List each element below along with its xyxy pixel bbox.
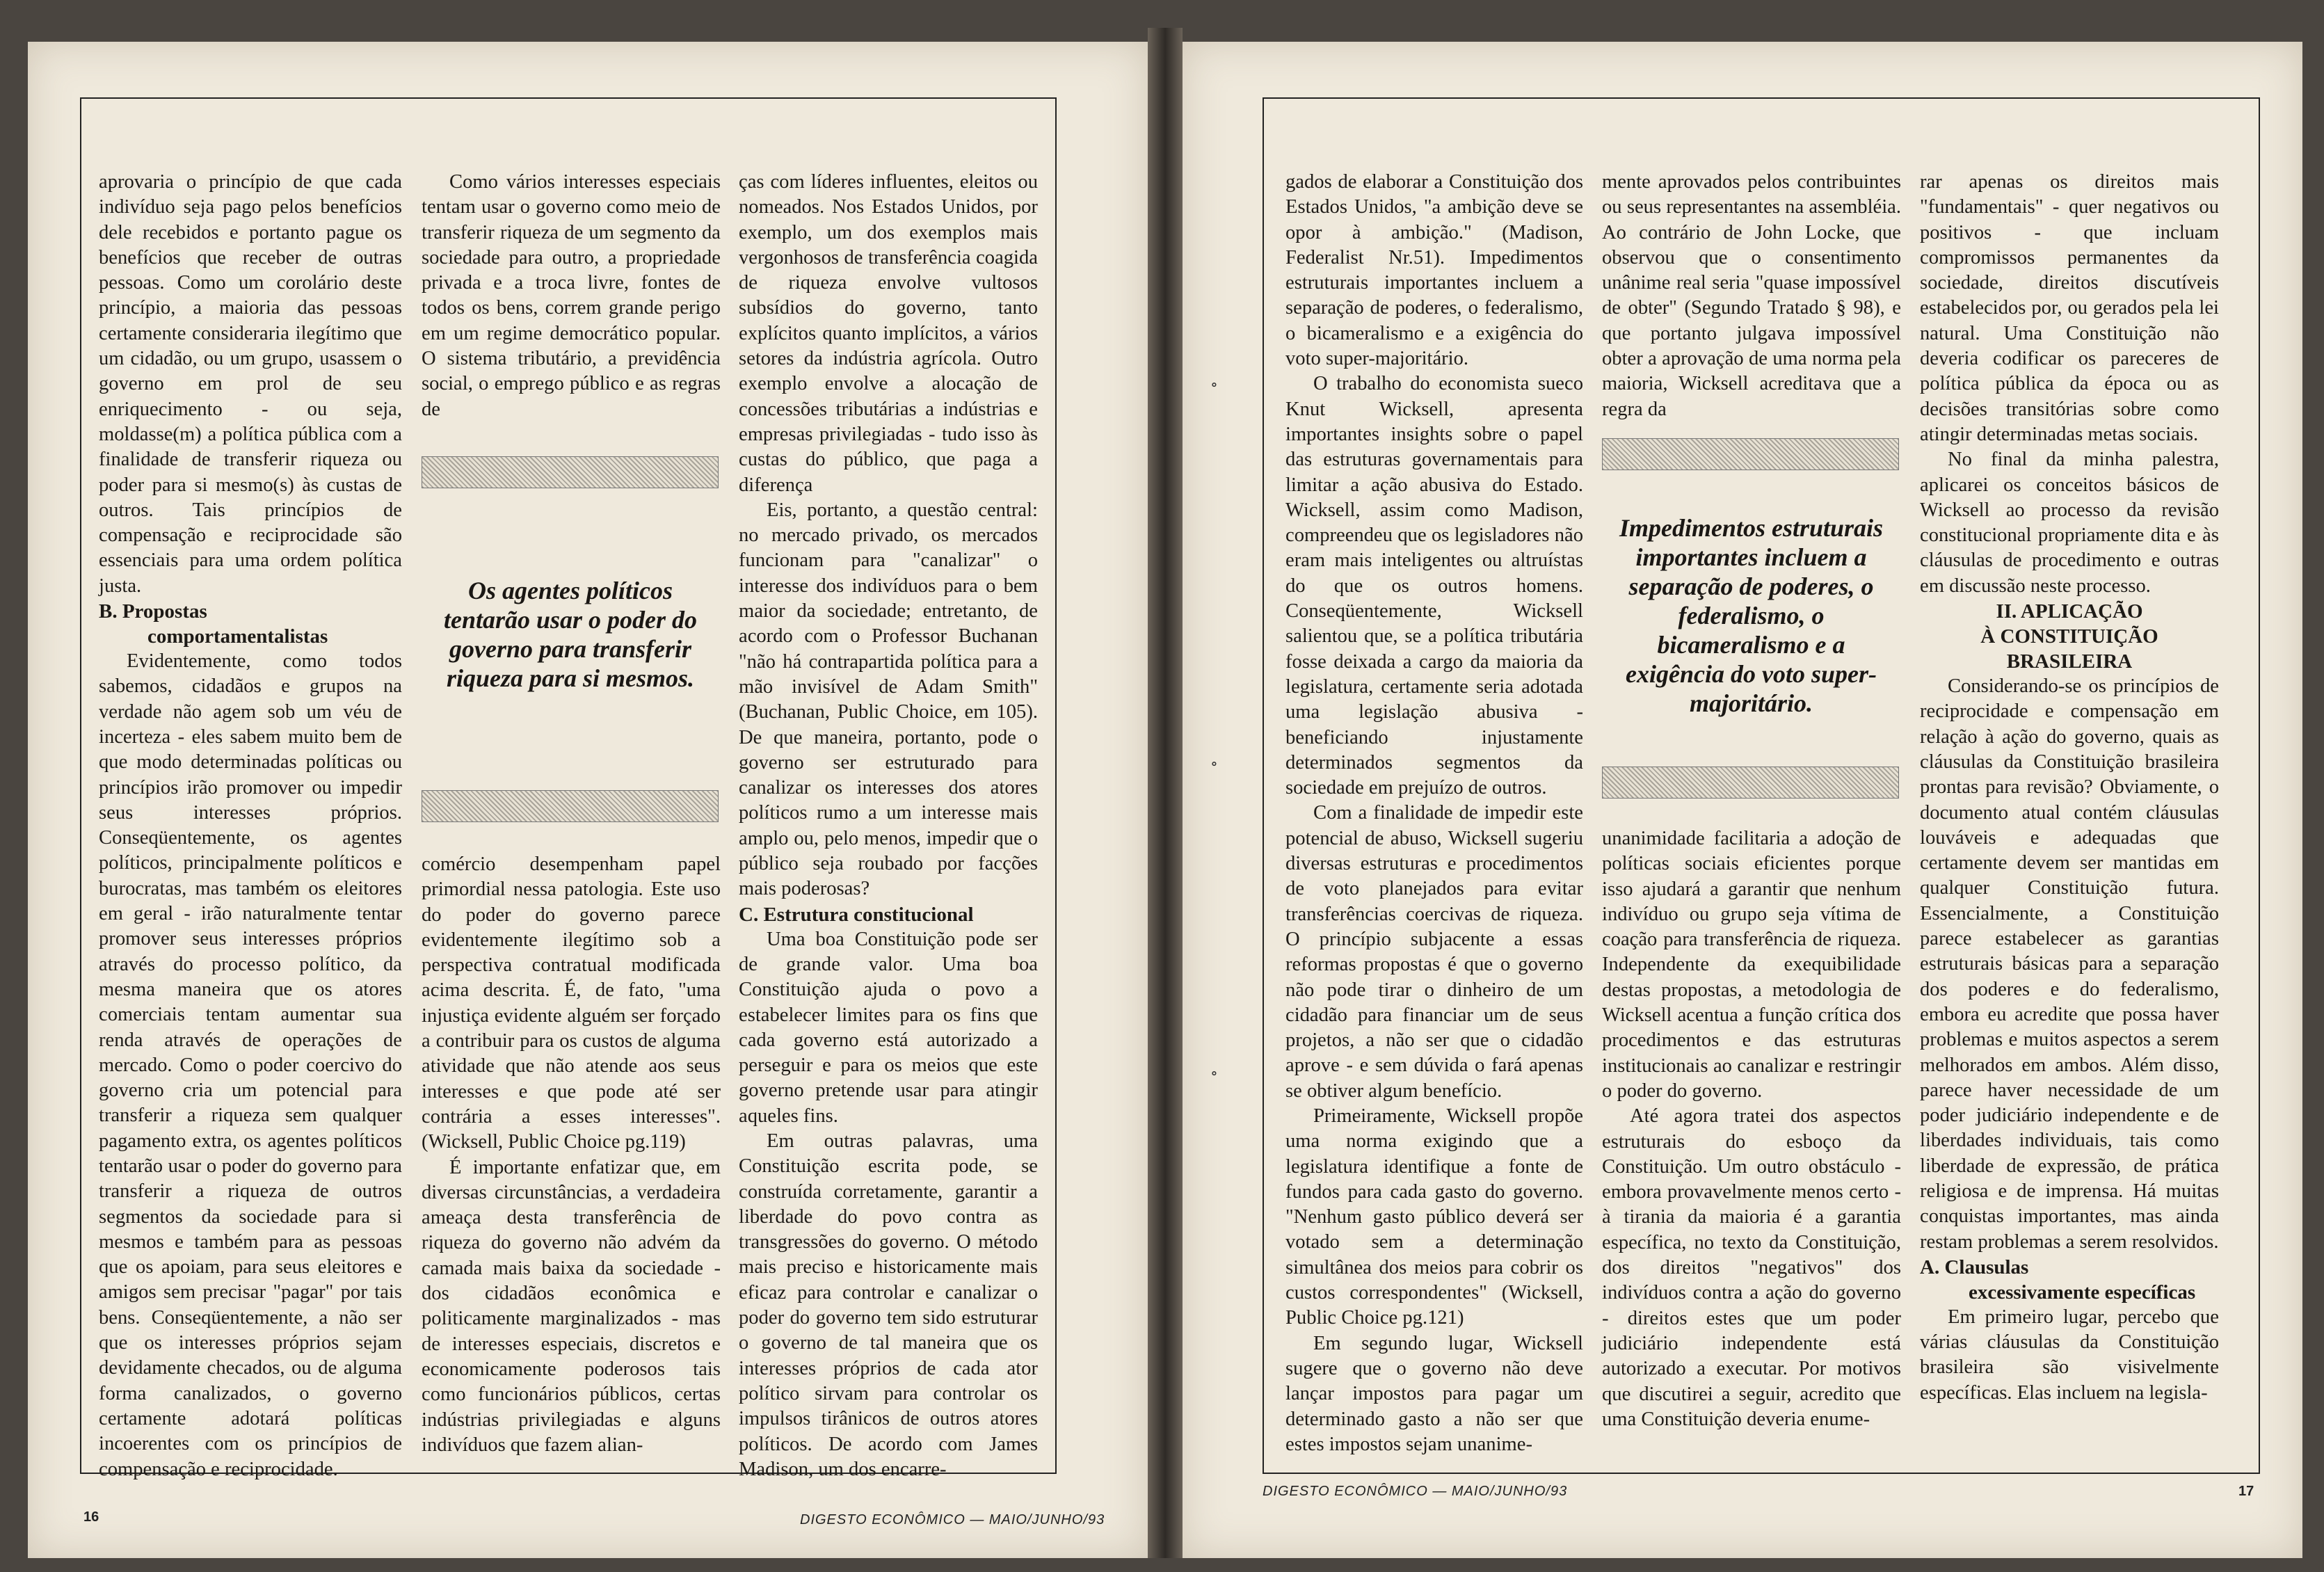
page-number: 16 bbox=[83, 1509, 99, 1525]
paragraph: Até agora tratei dos aspectos estruturais do esboço da Constituição. Um outro obstáculo - embora provavelmente menos certo - à tirania da maioria é a garantia específica, no texto da Constituição, dos direitos "negativos" dos indivíduos contra a ação do governo - direitos estes que um poder judiciário independente está autorizado a executar. Por motivos que discutirei a seguir, acredito que uma Constituição deveria enume- bbox=[1602, 1105, 1901, 1430]
paragraph: Em segundo lugar, Wicksell sugere que o governo não deve lançar impostos para pagar um determinado gasto a não ser que estes impostos sejam unanime- bbox=[1285, 1332, 1583, 1455]
left-page-column-1 bbox=[99, 170, 402, 1482]
pullquote-rule-top bbox=[1602, 438, 1899, 470]
paragraph: Primeiramente, Wicksell propõe uma norma exigindo que a legislatura identifique a fonte de fundos para cada gasto do governo. "Nenhum gasto público deverá ser votado sem a determinação simultânea dos meios para cobrir os custos correspondentes" (Wicksell, Public Choice pg.121) bbox=[1285, 1105, 1583, 1329]
paragraph: mente aprovados pelos contribuintes ou seus representantes na assembléia. Ao contrário de John Locke, que observou que o consentimento unânime real seria "quase impossível de obter" (Segundo Tratado § 98), e que portanto julgava impossível obter a aprovação de uma norma pela maioria, Wicksell acreditava que a regra da bbox=[1602, 171, 1901, 420]
paragraph: Evidentemente, como todos sabemos, cidadãos e grupos na verdade não agem sob um véu de incerteza - eles sabem muito bem de que modo determinadas políticas ou princípios irão promover ou impedir seus interesses próprios. Conseqüentemente, os agentes políticos, principalmente políticos e burocratas, mas também os eleitores em geral - irão naturalmente tentar promover seus interesses próprios através do processo político, da mesma maneira que os atores comerciais tentam aumentar sua renda através de operações de mercado. Como o poder coercivo do governo cria um potencial para transferir a riqueza sem qualquer pagamento extra, os agentes políticos tentarão usar o poder do governo para transferir a riqueza de outros segmentos da sociedade para si mesmos e também para as pessoas que os apoiam, para seus eleitores e amigos sem precisar "pagar" por tais bens. Conseqüentemente, a não ser que os interesses próprios sejam devidamente checados, ou de alguma forma canalizados, o governo certamente adotará políticas incoerentes com os princípios de compensação e reciprocidade. bbox=[99, 650, 402, 1480]
right-page-column-1 bbox=[1285, 170, 1583, 1457]
heading-line: II. APLICAÇÃO bbox=[1996, 600, 2143, 623]
paragraph: Em primeiro lugar, percebo que várias cláusulas da Constituição brasileira são visivelmente específicas. Elas incluem na legisla- bbox=[1920, 1306, 2219, 1404]
left-page-column-2-continued bbox=[422, 852, 721, 1458]
paragraph: Eis, portanto, a questão central: no mercado privado, os mercados funcionam para "canalizar" o interesse dos indivíduos para o bem maior da sociedade; entretanto, de acordo com o Professor Buchanan "não há contrapartida política para a mão invisível de Adam Smith" (Buchanan, Public Choice, em 105). De que maneira, portanto, pode o governo ser estruturado para canalizar os interesses dos atores políticos rumo a um interesse mais amplo ou, pelo menos, impedir que o público seja roubado por facções mais poderosas? bbox=[739, 499, 1038, 900]
margin-mark: ∘ bbox=[1210, 1064, 1218, 1082]
section-heading-b bbox=[99, 599, 402, 649]
paragraph: Como vários interesses especiais tentam usar o governo como meio de transferir riqueza de um segmento da sociedade para outro, a propriedade privada e a troca livre, fontes de todos os bens, correm grande perigo em um regime democrático popular. O sistema tributário, a previdência social, o emprego público e as regras de bbox=[422, 171, 721, 420]
heading-line: BRASILEIRA bbox=[2006, 650, 2133, 673]
paragraph: comércio desempenham papel primordial nessa patologia. Este uso do poder do governo parece evidentemente ilegítimo sob a perspectiva contratual modificada acima descrita. É, de fato, "uma injustiça evidente alguém ser forçado a contribuir para os custos de alguma atividade que não atende aos seus interesses e que pode até ser contrária a esses interesses". (Wicksell, Public Choice pg.119) bbox=[422, 853, 721, 1153]
paragraph: Com a finalidade de impedir este potencial de abuso, Wicksell sugeriu diversas estruturas e procedimentos de voto planejados para evitar transferências coercivas de riqueza. O princípio subjacente a essas reformas propostas é que o governo não pode tirar o dinheiro de um cidadão para financiar um de seus projetos, a não ser que o cidadão aprove - e sem dúvida o fará apenas se obtiver algum benefício. bbox=[1285, 802, 1583, 1102]
paragraph: No final da minha palestra, aplicarei os conceitos básicos de Wicksell ao processo da revisão constitucional propriamente dita e às cláusulas de procedimento e outras em discussão neste processo. bbox=[1920, 449, 2219, 597]
heading-line: À CONSTITUIÇÃO bbox=[1980, 625, 2158, 648]
paragraph: Uma boa Constituição pode ser de grande valor. Uma boa Constituição ajuda o povo a estabelecer limites para os fins que cada governo está autorizado a perseguir e para os meios que este governo pretende usar para atingir aqueles fins. bbox=[739, 928, 1038, 1127]
paragraph: rar apenas os direitos mais "fundamentais" - quer negativos ou positivos - que incluam compromissos permanentes da sociedade, direitos discutíveis estabelecidos por, ou gerados pela lei natural. Uma Constituição não deveria codificar os pareceres de política pública da época ou as decisões transitórias sobre como atingir determinadas metas sociais. bbox=[1920, 171, 2219, 445]
paragraph: Em outras palavras, uma Constituição escrita pode, se construída corretamente, garantir a liberdade do povo contra as transgressões do governo. O método mais preciso e historicamente mais eficaz para controlar e canalizar o poder do governo tem sido estruturar o governo de tal maneira que os interesses próprios de cada ator político sirvam para controlar os impulsos tirânicos de outros atores políticos. De acordo com James Madison, um dos encarre- bbox=[739, 1130, 1038, 1480]
heading-line: B. Propostas bbox=[99, 600, 207, 623]
paragraph: É importante enfatizar que, em diversas circunstâncias, a verdadeira ameaça desta transferência de riqueza do governo não advém da camada mais baixa da sociedade - dos cidadãos econômica e politicamente marginalizados - mas de interesses especiais, discretos e economicamente poderosos tais como funcionários públicos, certas indústrias privilegiadas e alguns indivíduos que fazem alian- bbox=[422, 1156, 721, 1456]
pullquote: Impedimentos estruturais importantes incluem a separação de poderes, o federalismo, o bicameralismo e a exigência do voto super-majoritário. bbox=[1619, 514, 1884, 717]
running-footer: DIGESTO ECONÔMICO — MAIO/JUNHO/93 bbox=[800, 1512, 1105, 1527]
paragraph: Considerando-se os princípios de reciprocidade e compensação em relação à ação do governo, quais as cláusulas da Constituição brasileira prontas para revisão? Obviamente, o documento atual contém cláusulas louváveis e adequadas que certamente devem ser mantidas em qualquer Constituição futura. Essencialmente, a Constituição parece estabelecer as garantias estruturais básicas para a separação dos poderes e do federalismo, embora eu acredite que possa haver problemas e muitos aspectos a serem melhorados em ambos. Além disso, parece haver necessidade de um poder judiciário independente e de liberdades individuais, tais como liberdade de expressão, de prática religiosa e de imprensa. Há muitas conquistas importantes, mas ainda restam problemas a serem resolvidos. bbox=[1920, 675, 2219, 1253]
paragraph: aprovaria o princípio de que cada indivíduo seja pago pelos benefícios dele recebidos e portanto pague os benefícios que receber de outras pessoas. Como um corolário deste princípio, a maioria das pessoas certamente consideraria ilegítimo que um cidadão, ou um grupo, usassem o governo em prol de seu enriquecimento - ou seja, moldasse(m) a política pública com a finalidade de transferir riqueza ou poder para si mesmo(s) às custas de outros. Tais princípios de compensação e reciprocidade são essenciais para uma ordem política justa. bbox=[99, 171, 402, 597]
paragraph: gados de elaborar a Constituição dos Estados Unidos, "a ambição deve se opor à ambição." (Madison, Federalist Nr.51). Impedimentos estruturais importantes incluem a separação de poderes, o federalismo, o bicameralismo e a exigência do voto super-majoritário. bbox=[1285, 171, 1583, 370]
pullquote-rule-bottom bbox=[422, 790, 719, 822]
pullquote-rule-bottom bbox=[1602, 767, 1899, 799]
heading-line: comportamentalistas bbox=[147, 625, 328, 648]
left-page-column-2 bbox=[422, 170, 721, 422]
right-page-column-2-continued bbox=[1602, 826, 1901, 1432]
pullquote-rule-top bbox=[422, 456, 719, 488]
paragraph: ças com líderes influentes, eleitos ou nomeados. Nos Estados Unidos, por exemplo, um dos exemplos mais vergonhosos de transferência coagida de riqueza envolve vultosos subsídios do governo, tanto explícitos quanto implícitos, a vários setores da indústria agrícola. Outro exemplo envolve a alocação de concessões tributárias a indústrias e empresas privilegiadas - tudo isso às custas do público, que paga a diferença bbox=[739, 171, 1038, 496]
heading-line: A. Clausulas bbox=[1920, 1256, 2029, 1278]
book-gutter bbox=[1148, 28, 1183, 1558]
right-page-column-2 bbox=[1602, 170, 1901, 422]
section-heading-c: C. Estrutura constitucional bbox=[739, 903, 974, 926]
heading-line: excessivamente específicas bbox=[1969, 1281, 2196, 1304]
left-page-column-3 bbox=[739, 170, 1038, 1482]
page-number: 17 bbox=[2238, 1484, 2254, 1499]
right-page-column-3 bbox=[1920, 170, 2219, 1406]
section-heading-a bbox=[1920, 1255, 2219, 1305]
pullquote: Os agentes políticos tentarão usar o poder do governo para transferir riqueza para si mesmos. bbox=[443, 577, 698, 692]
paragraph: O trabalho do economista sueco Knut Wicksell, apresenta importantes insights sobre o papel das estruturas governamentais para limitar a ação abusiva do Estado. Wicksell, assim como Madison, compreendeu que os legisladores não eram mais inteligentes ou altruístas do que os outros homens. Conseqüentemente, Wicksell salientou que, se a política tributária fosse deixada a cargo da maioria da legislatura, certamente seria adotada uma legislação abusiva - beneficiando injustamente determinados segmentos da sociedade em prejuízo de outros. bbox=[1285, 373, 1583, 799]
paragraph: unanimidade facilitaria a adoção de políticas sociais eficientes porque isso ajudará a garantir que nenhum indivíduo ou grupo seja vítima de coação para transferência de riqueza. Independente da exequibilidade destas propostas, a metodologia de Wicksell acentua a função crítica dos procedimentos e das estruturas institucionais ao canalizar e restringir o poder do governo. bbox=[1602, 828, 1901, 1102]
running-footer: DIGESTO ECONÔMICO — MAIO/JUNHO/93 bbox=[1263, 1484, 1568, 1499]
margin-mark: ∘ bbox=[1210, 755, 1218, 772]
margin-mark: ∘ bbox=[1210, 376, 1218, 393]
section-heading-ii bbox=[1920, 599, 2219, 674]
